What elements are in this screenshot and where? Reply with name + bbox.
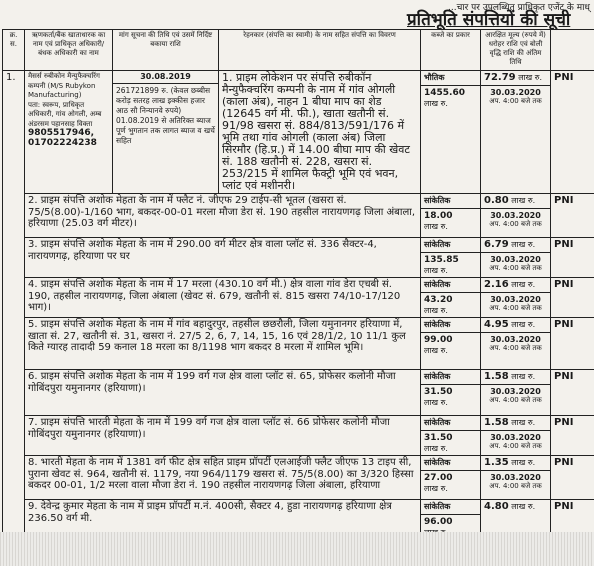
possession-type: सांकेतिक: [424, 196, 451, 205]
description-cell: 8. भारती मेहता के नाम में 1381 वर्ग फीट क्षेत्र सहित प्राइम प्रॉपर्टी एलआईजी फ्लैट जीएफ 13 टाइप सी, पुराना खेवट सं. 964, खतौनी सं. 1179, नया 964/1179 खसरा सं. 75/5(8.00) का 3/320 हिस्सा बकदर 00-01, 1/2 मरला वाला मौजा डेरा नं. 190 तहसील नारायणगढ़ जिला अंबाला, हरियाणा: [25, 456, 421, 500]
reserve-price: 1455.60: [424, 88, 465, 98]
reserve-unit: लाख रु.: [424, 266, 448, 275]
reserve-unit: लाख रु.: [424, 222, 448, 231]
reserve-unit: लाख रु.: [424, 398, 448, 407]
description-cell: 4. प्राइम संपत्ति अशोक मेहता के नाम में 17 मरला (430.10 वर्ग मी.) क्षेत्र वाला गांव डेरा एचबी सं. 190, तहसील नारायणगढ़, जिला अंबाला (खेवट सं. 679, खतौनी सं. 815 खसरा 74/10-17/120 भाग)।: [25, 278, 421, 318]
earnest-cell: [481, 416, 551, 456]
col-header-description: रेहनकार (संपत्ति का स्वामी) के नाम सहित संपत्ति का विवरण: [219, 30, 421, 71]
col-header-possession: कब्जे का प्रकार: [421, 30, 481, 71]
earnest-value: 1.58: [484, 371, 509, 382]
reserve-unit: लाख रु.: [424, 99, 448, 108]
possession-type: सांकेतिक: [424, 240, 451, 249]
pn-cell: PNI: [551, 416, 594, 456]
earnest-cell: [481, 318, 551, 370]
col-header-reserve: आरक्षित मूल्य (रुपये में) धरोहर राशि एवं बोली वृद्धि राशि की अंतिम तिथि: [481, 30, 551, 71]
earnest-value: 72.79: [484, 72, 516, 83]
possession-cell: [421, 416, 481, 456]
header-top-line: ...चार पर उपलब्धित प्राधिकृत एजेंट के माध्: [448, 3, 590, 13]
earnest-unit: लाख रु.: [511, 502, 536, 511]
property-table: [2, 29, 594, 540]
possession-cell: [421, 71, 481, 194]
earnest-cell: [481, 194, 551, 238]
reserve-price: 135.85: [424, 255, 459, 265]
earnest-cell: [481, 278, 551, 318]
borrower-address: पता: स्वरूप, प्राधिकृत अधिकारी, गांव ओगली, अम्ब: [28, 100, 102, 118]
earnest-unit: लाख रु.: [511, 280, 536, 289]
earnest-unit: लाख रु.: [511, 372, 536, 381]
col-header-borrower: ऋणकर्ता/बैंक खाताधारक का नाम एवं प्राधिकृत अधिकारी/बंधक अधिकारी का नाम: [25, 30, 113, 71]
page-title: प्रतिभूति संपत्तियों की सूची: [407, 10, 571, 30]
last-time: अप. 4:00 बजे तक: [489, 304, 542, 312]
earnest-value: 0.80: [484, 195, 509, 206]
pn-cell: PNI: [551, 278, 594, 318]
borrower-name: मैसर्स रुबीकोन मैन्युफैक्चरिंग कम्पनी (M/S Rubykon Manufacturing): [28, 72, 100, 99]
last-date: 30.03.2020: [490, 387, 541, 396]
earnest-value: 6.79: [484, 239, 509, 250]
col-header-sr: क्र. स.: [3, 30, 25, 71]
reserve-price: 96.00: [424, 517, 453, 527]
last-time: अप. 4:00 बजे तक: [489, 220, 542, 228]
earnest-unit: लाख रु.: [518, 73, 543, 82]
possession-type: सांकेतिक: [424, 418, 451, 427]
possession-cell: [421, 278, 481, 318]
row1-sr: 1.: [3, 71, 25, 540]
table-row: [3, 456, 594, 500]
last-time: अप. 4:00 बजे तक: [489, 482, 542, 490]
possession-cell: [421, 238, 481, 278]
table-row: [3, 71, 594, 194]
possession-type: सांकेतिक: [424, 372, 451, 381]
description-cell: 2. प्राइम संपत्ति अशोक मेहता के नाम में फ्लैट नं. जीएफ 29 टाईप-सी भूतल (खसरा सं. 75/5(8.00)-1/160 भाग, बकदर-00-01 मरला मौजा डेरा सं. 190 तहसील नारायणगढ़ जिला अंबाला, हरियाणा (25.03 वर्ग मीटर)।: [25, 194, 421, 238]
possession-cell: [421, 318, 481, 370]
description-cell: 3. प्राइम संपत्ति अशोक मेहता के नाम में 290.00 वर्ग मीटर क्षेत्र वाला प्लॉट सं. 336 सैक्टर-4, नारायणगढ़, हरियाणा पर घर: [25, 238, 421, 278]
last-time: अप. 4:00 बजे तक: [489, 344, 542, 352]
reserve-price: 31.50: [424, 433, 453, 443]
reserve-price: 31.50: [424, 387, 453, 397]
earnest-cell: [481, 71, 551, 194]
table-row: [3, 318, 594, 370]
borrower-cell: [25, 71, 113, 194]
pn-cell: PNI: [551, 318, 594, 370]
last-date: 30.03.2020: [490, 473, 541, 482]
reserve-price: 18.00: [424, 211, 453, 221]
possession-type: सांकेतिक: [424, 502, 451, 511]
last-time: अप. 4:00 बजे तक: [489, 442, 542, 450]
phone-1: 9805517946,: [28, 128, 95, 138]
earnest-value: 4.95: [484, 319, 509, 330]
pn-cell: PNI: [551, 238, 594, 278]
possession-type: भौतिक: [424, 73, 445, 82]
last-time: अप. 4:00 बजे तक: [489, 97, 542, 105]
col-header-extra: [551, 30, 594, 71]
description-cell: 5. प्राइम संपत्ति अशोक मेहता के नाम में गांव बहादुरपुर, तहसील छछरौली, जिला यमुनानगर हरियाणा में, खाता सं. 27, खतौनी सं. 31, खसरा नं. 27/5 2, 6, 7, 14, 15, 16 एवं 28/1/2, 10 11/1 कुल किते ग्यारह तादादी 59 कनाल 18 मरला का 8/1198 भाग बकदर 8 मरला में शामिल भूमि।: [25, 318, 421, 370]
description-cell: 7. प्राइम संपत्ति भारती मेहता के नाम में 199 वर्ग गज क्षेत्र वाला प्लॉट सं. 66 प्रोफेसर कलोनी मौजा गोबिंदपुरा यमुनानगर (हरियाणा)।: [25, 416, 421, 456]
last-date: 30.03.2020: [490, 255, 541, 264]
possession-type: सांकेतिक: [424, 458, 451, 467]
possession-type: सांकेतिक: [424, 320, 451, 329]
notice-date: 30.08.2019: [113, 72, 218, 84]
reserve-price: 43.20: [424, 295, 453, 305]
earnest-unit: लाख रु.: [511, 196, 536, 205]
reserve-unit: लाख रु.: [424, 306, 448, 315]
earnest-unit: लाख रु.: [511, 320, 536, 329]
possession-cell: [421, 370, 481, 416]
reserve-unit: लाख रु.: [424, 484, 448, 493]
description-cell: 9. देवेन्द्र कुमार मेहता के नाम में प्राइम प्रॉपर्टी म.नं. 400सी, सैक्टर 4, हुडा नारायणगढ़ हरियाणा क्षेत्र 236.50 वर्ग मी.: [25, 500, 421, 540]
table-header-row: [3, 30, 594, 71]
earnest-cell: [481, 370, 551, 416]
last-date: 30.03.2020: [490, 211, 541, 220]
last-date: 30.03.2020: [490, 88, 541, 97]
table-row: [3, 416, 594, 456]
col-header-notice: मांग सूचना की तिथि एवं उसमें निर्दिष्ट बकाया राशि: [113, 30, 219, 71]
last-date: 30.03.2020: [490, 335, 541, 344]
earnest-cell: [481, 238, 551, 278]
phone-2: 01702224238: [28, 137, 97, 148]
notice-cell: [113, 71, 219, 194]
notice-amount: 261721899 रु. (केवल छब्बीस करोड़ सतरह लाख इक्कीस हजार आठ सौ निन्यानवे रुपये) 01.08.2019 से अतिरिक्त ब्याज पूर्ण भुगतान तक लागत ब्याज व खर्चे सहित: [116, 86, 215, 145]
scan-bottom-margin: [0, 532, 594, 566]
reserve-unit: लाख रु.: [424, 444, 448, 453]
earnest-cell: [481, 456, 551, 500]
reserve-price: 27.00: [424, 473, 453, 483]
possession-type: सांकेतिक: [424, 280, 451, 289]
earnest-value: 1.35: [484, 457, 509, 468]
earnest-unit: लाख रु.: [511, 240, 536, 249]
earnest-unit: लाख रु.: [511, 458, 536, 467]
description-cell: 6. प्राइम संपत्ति अशोक मेहता के नाम में 199 वर्ग गज क्षेत्र वाला प्लॉट सं. 65, प्रोफेसर कलोनी मौजा गोबिंदपुरा यमुनानगर (हरियाणा)।: [25, 370, 421, 416]
pn-cell: PNI: [551, 500, 594, 540]
pn-cell: PNI: [551, 456, 594, 500]
earnest-value: 1.58: [484, 417, 509, 428]
table-row: [3, 194, 594, 238]
earnest-value: 2.16: [484, 279, 509, 290]
last-date: 30.03.2020: [490, 433, 541, 442]
earnest-unit: लाख रु.: [511, 418, 536, 427]
reserve-unit: लाख रु.: [424, 346, 448, 355]
reserve-price: 99.00: [424, 335, 453, 345]
table-row: [3, 238, 594, 278]
description-cell: 1. प्राइम लोकेशन पर संपत्ति रुबीकॉन मैन्युफैक्चरिंग कम्पनी के नाम में गांव ओगली (काला अंब), नाहन 1 बीघा माप का शेड (12645 वर्ग मी. फी.), खाता खतौनी सं. 91/98 खसरा सं. 884/813/591/176 में भूमि तथा गांव ओगली (काला अंब) जिला सिरमौर (हि.प्र.) में 14.00 बीघा माप की खेवट सं. 188 खतौनी सं. 228, खसरा सं. 253/215 में शामिल फैक्ट्री भूमि एवं भवन, प्लांट एवं मशीनरी।: [219, 71, 421, 194]
pn-cell: PNI: [551, 370, 594, 416]
possession-cell: [421, 456, 481, 500]
borrower-officer: अंडरसम पहानसाह विक्ता: [28, 119, 93, 128]
last-date: 30.03.2020: [490, 295, 541, 304]
last-time: अप. 4:00 बजे तक: [489, 264, 542, 272]
table-row: [3, 278, 594, 318]
possession-cell: [421, 194, 481, 238]
table-row: [3, 370, 594, 416]
pn-cell: PNI: [551, 194, 594, 238]
pn-cell: PNI: [551, 71, 594, 194]
last-time: अप. 4:00 बजे तक: [489, 396, 542, 404]
earnest-value: 4.80: [484, 501, 509, 512]
